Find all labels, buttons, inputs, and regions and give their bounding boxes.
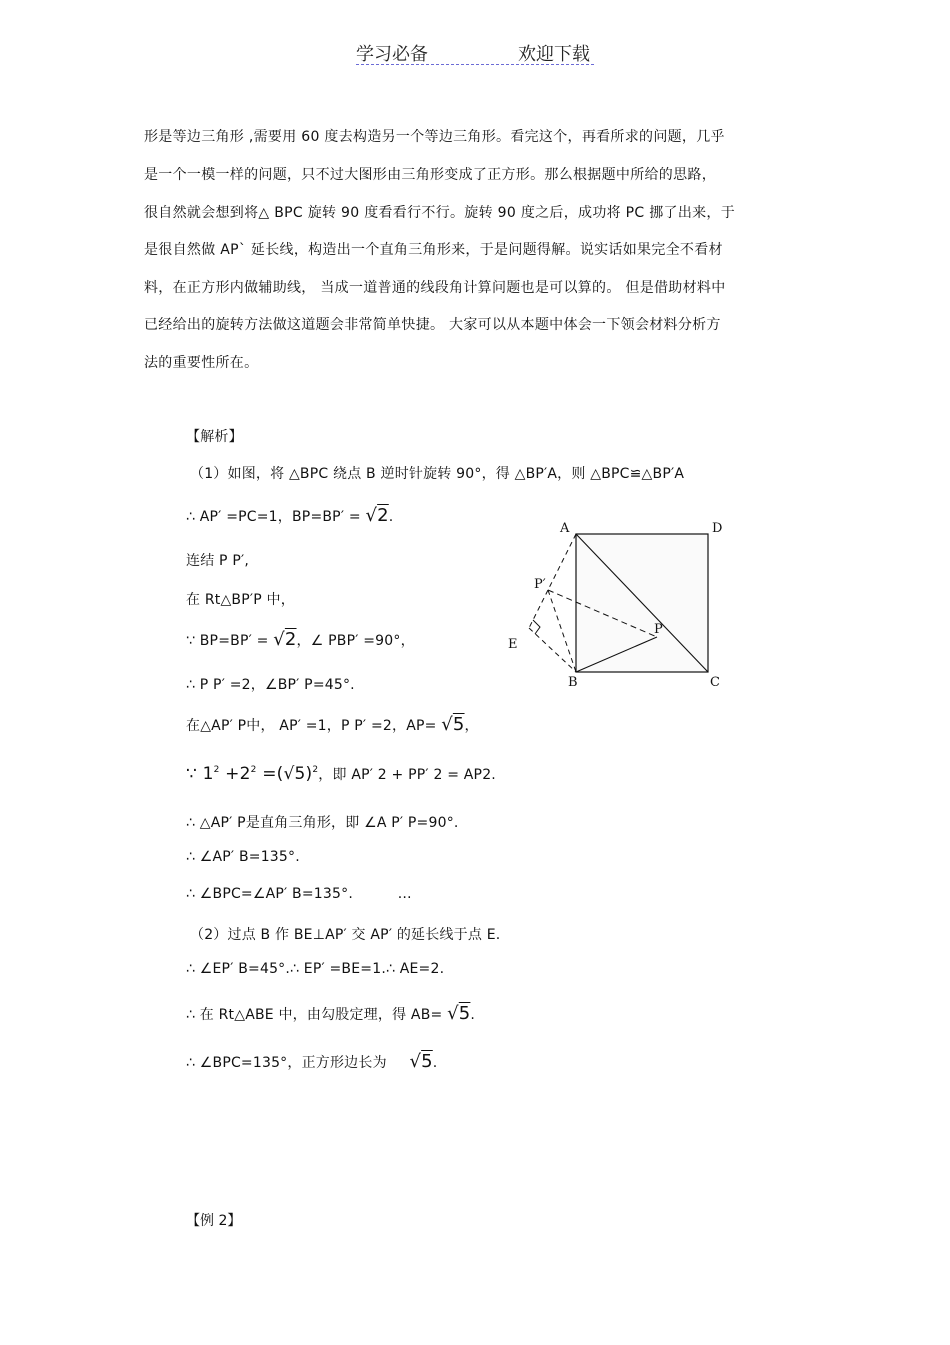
solution-line-5-text: ∵ BP=BP′ = [186, 633, 269, 649]
solution-line-3: 连结 P P′, [186, 553, 250, 569]
sqrt-5-b: √5 [447, 1003, 471, 1024]
label-p-prime: P′ [534, 577, 546, 592]
paragraph-line-6: 已经给出的旋转方法做这道题会非常简单快捷。 大家可以从本题中体会一下领会材料分析方 [144, 317, 721, 333]
eq-part-c: +2 [219, 764, 251, 784]
solution-line-7-end: ， [464, 718, 479, 734]
eq-part-e: =(√5) [256, 764, 313, 784]
solution-line-11-text: ∴ ∠BPC=∠AP′ B=135°. [186, 886, 353, 902]
solution-line-15-text: ∴ ∠BPC=135°，正方形边长为 [186, 1055, 387, 1071]
solution-line-10: ∴ ∠AP′ B=135°. [186, 849, 300, 865]
right-angle-mark [533, 620, 540, 634]
eq-exp-2: 2 [250, 765, 257, 775]
solution-line-13: ∴ ∠EP′ B=45°.∴ EP′ =BE=1.∴ AE=2. [186, 961, 445, 977]
header-right: 欢迎下载 [518, 44, 590, 65]
solution-line-15 [186, 1051, 437, 1072]
label-c: C [710, 675, 720, 690]
solution-line-6: ∴ P P′ =2，∠BP′ P=45°. [186, 677, 355, 693]
label-p: P [654, 622, 663, 637]
solution-line-2-text: ∴ AP′ =PC=1，BP=BP′ = [186, 509, 361, 525]
example-label: 【例 2】 [186, 1213, 242, 1229]
solution-line-8 [186, 764, 496, 784]
solution-line-1: （1）如图，将 △BPC 绕点 B 逆时针旋转 90°，得 △BP′A，则 △BPC≌△BP′A [190, 466, 685, 482]
solution-line-5-end: ，∠ PBP′ =90°， [296, 633, 415, 649]
sqrt-5-a-value: 5 [452, 714, 465, 735]
sqrt-2-b-value: 2 [284, 629, 297, 650]
solution-line-12: （2）过点 B 作 BE⊥AP′ 交 AP′ 的延长线于点 E. [190, 927, 501, 943]
eq-part-a: ∵ 1 [186, 764, 214, 784]
header-left: 学习必备 [356, 44, 428, 65]
label-b: B [568, 675, 578, 690]
sqrt-5-a: √5 [441, 714, 465, 735]
sqrt-2-b: √2 [273, 629, 297, 650]
solution-line-2 [186, 505, 393, 526]
solution-line-14-text: ∴ 在 Rt△ABE 中，由勾股定理，得 AB= [186, 1007, 443, 1023]
sqrt-2-a-value: 2 [377, 505, 389, 526]
solution-line-7-text: 在△AP′ P中， AP′ =1，P P′ =2，AP= [186, 718, 437, 734]
paragraph-line-1: 形是等边三角形 ,需要用 60 度去构造另一个等边三角形。看完这个，再看所求的问题，几乎 [144, 129, 725, 145]
label-e: E [508, 637, 518, 652]
solution-line-9: ∴ △AP′ P是直角三角形，即 ∠A P′ P=90°. [186, 815, 459, 831]
solution-line-4: 在 Rt△BP′P 中， [186, 592, 295, 608]
label-a: A [560, 521, 570, 536]
eq-exp-1: 2 [213, 765, 220, 775]
sqrt-5-b-value: 5 [458, 1003, 471, 1024]
geometry-figure [500, 510, 740, 690]
solution-line-5 [186, 629, 415, 650]
eq-part-g: ，即 AP′ 2 + PP′ 2 = AP2. [318, 767, 496, 783]
eq-exp-3: 2 [312, 765, 319, 775]
ellipsis: … [397, 886, 412, 902]
page-header [356, 40, 590, 66]
paragraph-line-7: 法的重要性所在。 [144, 355, 259, 371]
solution-line-15-end: . [432, 1055, 438, 1071]
extension-to-e [529, 590, 548, 628]
solution-heading: 【解析】 [186, 429, 243, 445]
label-d: D [712, 521, 723, 536]
solution-line-14 [186, 1003, 475, 1024]
paragraph-line-5: 料，在正方形内做辅助线， 当成一道普通的线段角计算问题也是可以算的。 但是借助材料中 [144, 280, 726, 296]
header-rule [356, 64, 594, 65]
sqrt-5-c: √5 [409, 1051, 433, 1072]
solution-line-14-end: . [470, 1007, 476, 1023]
paragraph-line-4: 是很自然做 AP` 延长线，构造出一个直角三角形来，于是问题得解。说实话如果完全不看材 [144, 242, 723, 258]
paragraph-line-3: 很自然就会想到将△ BPC 旋转 90 度看看行不行。旋转 90 度之后，成功将 PC 挪了出来，于 [144, 205, 736, 221]
segment-p-prime-b [548, 590, 576, 672]
solution-line-11 [186, 886, 412, 902]
solution-line-2-end: . [388, 509, 394, 525]
sqrt-2-a: √2 [365, 505, 389, 526]
paragraph-line-2: 是一个一模一样的问题，只不过大图形由三角形变成了正方形。那么根据题中所给的思路， [144, 167, 716, 183]
sqrt-5-c-value: 5 [421, 1051, 433, 1072]
segment-ap-prime [548, 534, 576, 590]
solution-line-7 [186, 714, 479, 735]
